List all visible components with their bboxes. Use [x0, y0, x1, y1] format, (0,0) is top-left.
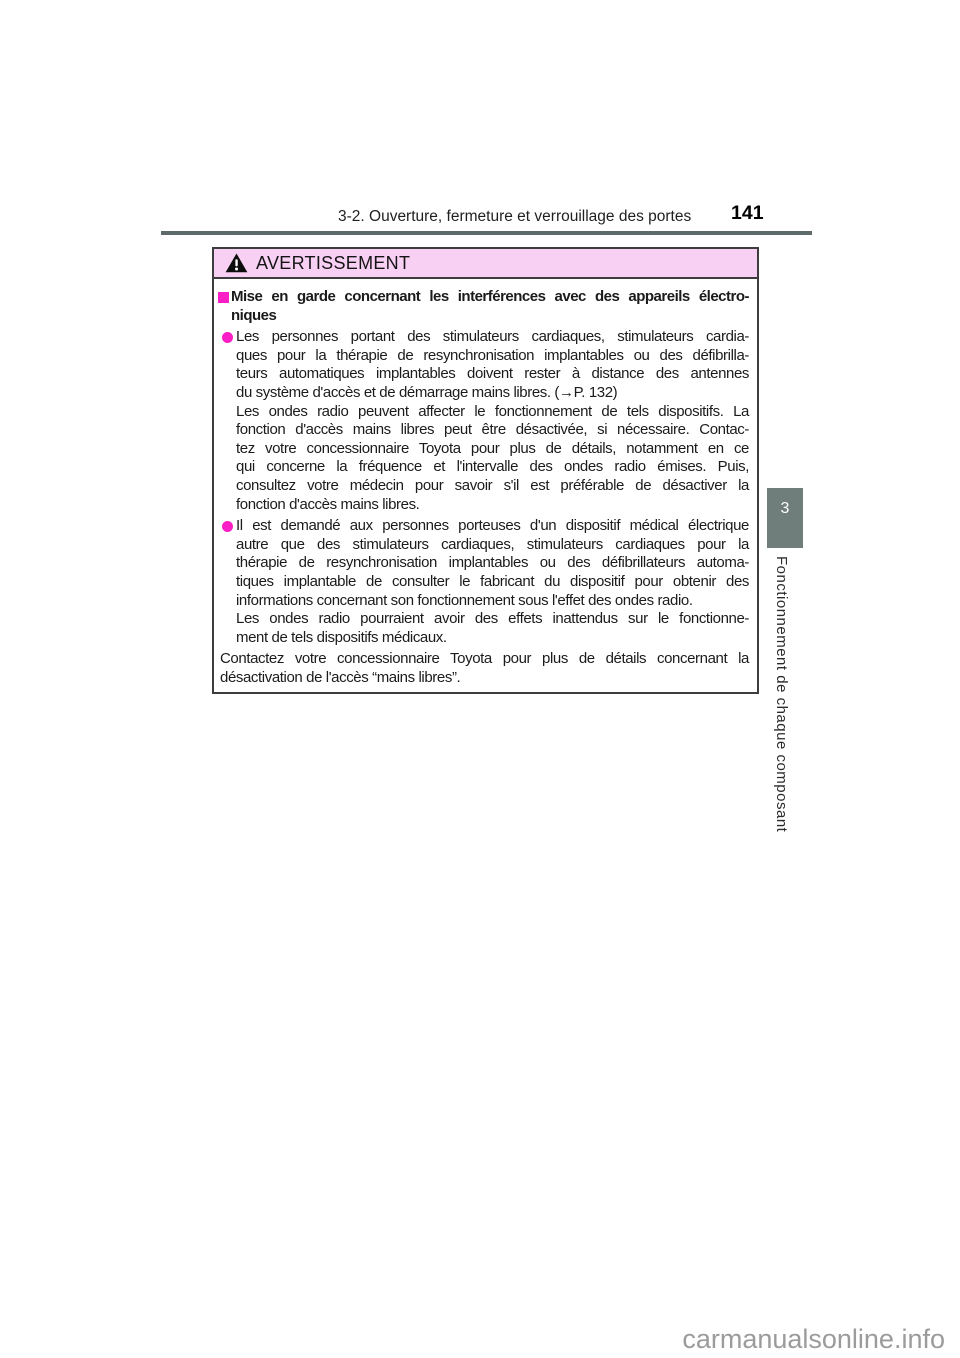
text-line: Les personnes portant des stimulateurs cardiaques, stimulateurs cardia-: [236, 328, 749, 346]
chapter-tab-number: 3: [780, 500, 790, 517]
text-line: fonction d'accès mains libres.: [236, 495, 420, 513]
text-line: consultez votre médecin pour savoir s'il est préférable de désactiver la: [236, 476, 749, 494]
header-divider: [161, 231, 812, 235]
paragraph: [236, 403, 749, 515]
text-line: ques pour la thérapie de resynchronisation implantables ou des défibrilla-: [236, 346, 749, 364]
text-line: tez votre concessionnaire Toyota pour plus de détails, notamment en ce: [236, 439, 749, 457]
text-line: qui concerne la fréquence et l'intervalle des ondes radio émises. Puis,: [236, 458, 749, 476]
text-line: Mise en garde concernant les interférences avec des appareils électro-: [231, 288, 749, 305]
warning-body: [214, 279, 757, 687]
warning-header-label: AVERTISSEMENT: [256, 252, 411, 273]
paragraph: [220, 650, 749, 687]
text-line: Il est demandé aux personnes porteuses d'un dispositif médical électrique: [236, 517, 749, 535]
text-line: informations concernant son fonctionnement sous l'effet des ondes radio.: [236, 591, 693, 609]
warning-header: [214, 249, 757, 279]
warning-section: [217, 650, 749, 687]
chapter-tab: [767, 488, 803, 548]
text-line: ment de tels dispositifs médicaux.: [236, 628, 447, 646]
text-line: Les ondes radio peuvent affecter le fonctionnement de tels dispositifs. La: [236, 402, 749, 420]
chapter-title-vertical: Fonctionnement de chaque composant: [773, 556, 790, 833]
text-line: niques: [231, 306, 277, 324]
warning-section: [217, 517, 749, 647]
text-line: autre que des stimulateurs cardiaques, stimulateurs cardiaques pour la: [236, 535, 749, 553]
square-bullet-icon: [218, 292, 229, 303]
warning-triangle-icon: [225, 253, 248, 273]
warning-section: [217, 328, 749, 514]
text-line: désactivation de l'accès “mains libres”.: [220, 668, 461, 686]
text-line: tiques implantable de consulter le fabricant du dispositif pour obtenir des: [236, 572, 749, 590]
page-number: 141: [731, 202, 764, 224]
paragraph: [231, 288, 749, 325]
text-line: Contactez votre concessionnaire Toyota pour plus de détails concernant la: [220, 650, 749, 668]
circle-bullet-icon: [222, 332, 233, 343]
paragraph: [236, 517, 749, 610]
warning-section: [217, 288, 749, 325]
text-line: Les ondes radio pourraient avoir des effets inattendus sur le fonctionne-: [236, 610, 749, 628]
text-line: thérapie de resynchronisation implantables ou des défibrillateurs automa-: [236, 554, 749, 572]
section-header: 3-2. Ouverture, fermeture et verrouillage des portes: [338, 208, 692, 225]
circle-bullet-icon: [222, 521, 233, 532]
paragraph: [236, 610, 749, 647]
watermark: carmanualsonline.info: [682, 1324, 945, 1354]
warning-box: [212, 247, 759, 694]
text-line: fonction d'accès mains libres peut être désactivée, si nécessaire. Contac-: [236, 421, 749, 439]
text-line: du système d'accès et de démarrage mains libres. (→P. 132): [236, 383, 618, 401]
text-line: teurs automatiques implantables doivent rester à distance des antennes: [236, 365, 749, 383]
paragraph: [236, 328, 749, 402]
